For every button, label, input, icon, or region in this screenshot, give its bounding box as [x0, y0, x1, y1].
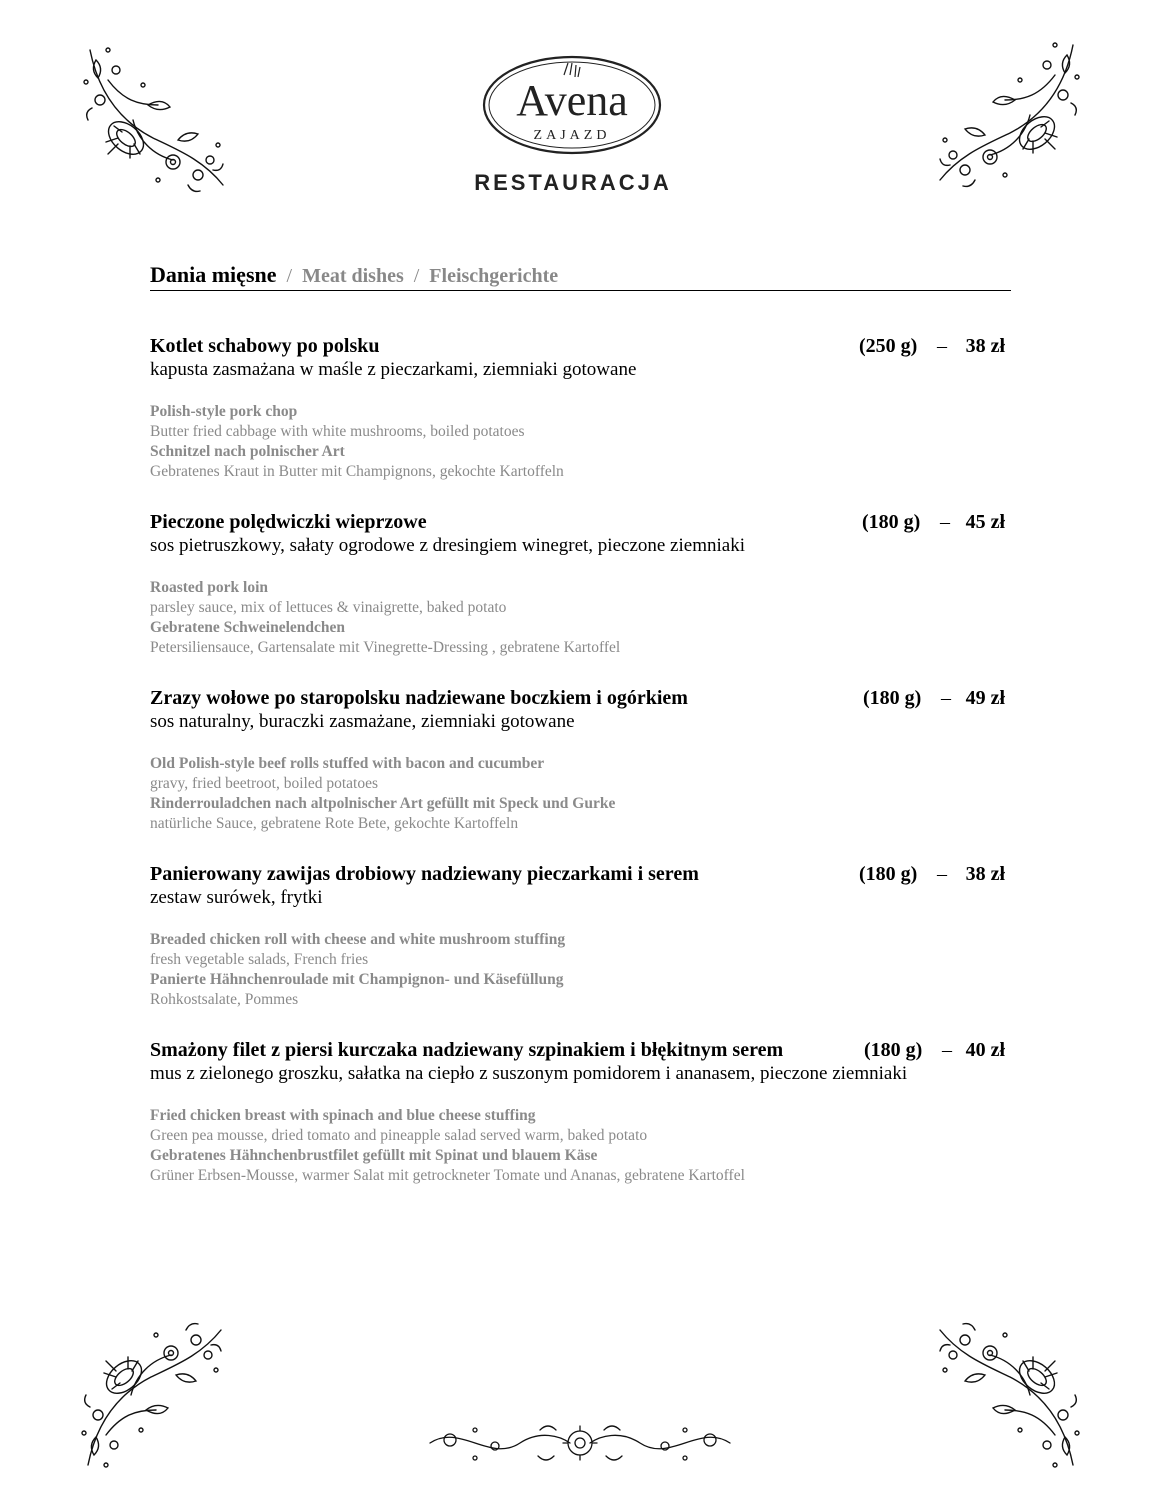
dish-header [150, 1039, 1010, 1065]
dish-dash: – [937, 335, 947, 357]
dish-name: Pieczone polędwiczki wieprzowe [150, 511, 427, 533]
section-separator: / [286, 265, 293, 287]
dish-translations [150, 578, 1010, 658]
section-separator: / [413, 265, 420, 287]
dish-dash: – [941, 687, 951, 709]
floral-ornament-bottom-right [935, 1310, 1085, 1480]
dish-price: 38 zł [965, 863, 1005, 885]
dish-price: 45 zł [965, 511, 1005, 533]
dish-translations [150, 1106, 1010, 1186]
dish-description: sos pietruszkowy, sałaty ogrodowe z dresingiem winegret, pieczone ziemniaki [150, 535, 745, 556]
dish-translations [150, 402, 1010, 482]
dish-header [150, 335, 1010, 361]
dish-name-en: Breaded chicken roll with cheese and white mushroom stuffing [150, 931, 566, 948]
dish-item [150, 1039, 1010, 1186]
dish-description: mus z zielonego groszku, sałatka na ciepło z suszonym pomidorem i ananasem, pieczone ziemniaki [150, 1063, 908, 1084]
dish-item [150, 863, 1010, 1010]
dish-header [150, 863, 1010, 889]
dish-translations [150, 754, 1010, 834]
dish-price: 49 zł [965, 687, 1005, 709]
dish-name-de: Panierte Hähnchenroulade mit Champignon- und Käsefüllung [150, 971, 564, 988]
section-title-en: Meat dishes [302, 265, 404, 287]
dish-description-de: Rohkostsalate, Pommes [150, 991, 299, 1008]
dish-weight: (250 g) [859, 335, 918, 357]
dish-dash: – [937, 863, 947, 885]
dish-name-en: Fried chicken breast with spinach and blue cheese stuffing [150, 1107, 536, 1124]
dish-name: Panierowany zawijas drobiowy nadziewany pieczarkami i serem [150, 863, 699, 885]
dish-description: sos naturalny, buraczki zasmażane, ziemniaki gotowane [150, 711, 575, 732]
section-title-pl: Dania mięsne [150, 262, 277, 287]
floral-ornament-bottom-left [76, 1310, 226, 1480]
dish-description-de: Gebratenes Kraut in Butter mit Champignons, gekochte Kartoffeln [150, 463, 564, 480]
dish-name-en: Old Polish-style beef rolls stuffed with bacon and cucumber [150, 755, 545, 772]
dish-header [150, 511, 1010, 537]
dish-price: 38 zł [965, 335, 1005, 357]
dish-name-de: Gebratenes Hähnchenbrustfilet gefüllt mit Spinat und blauem Käse [150, 1147, 598, 1164]
logo-text: Avena [516, 76, 628, 125]
restaurant-subtitle: RESTAURACJA [474, 170, 672, 195]
dish-name-de: Gebratene Schweinelendchen [150, 619, 346, 636]
dish-weight: (180 g) [859, 863, 918, 885]
dish-item [150, 335, 1010, 482]
dish-description-en: gravy, fried beetroot, boiled potatoes [150, 775, 378, 792]
dish-description-de: Grüner Erbsen-Mousse, warmer Salat mit getrockneter Tomate und Ananas, gebratene Kartoffel [150, 1167, 745, 1184]
dish-description: zestaw surówek, frytki [150, 887, 323, 908]
floral-ornament-bottom-center [420, 1418, 740, 1468]
dish-description-en: fresh vegetable salads, French fries [150, 951, 369, 968]
dish-dash: – [942, 1039, 952, 1061]
dish-price: 40 zł [965, 1039, 1005, 1061]
dish-weight: (180 g) [863, 687, 922, 709]
dish-description: kapusta zasmażana w maśle z pieczarkami, ziemniaki gotowane [150, 359, 637, 380]
dish-description-en: parsley sauce, mix of lettuces & vinaigrette, baked potato [150, 599, 507, 616]
dish-name-en: Roasted pork loin [150, 579, 268, 596]
dish-name-en: Polish-style pork chop [150, 403, 298, 420]
dish-weight: (180 g) [862, 511, 921, 533]
dish-name-de: Rinderrouladchen nach altpolnischer Art gefüllt mit Speck und Gurke [150, 795, 616, 812]
logo-subtext: ZAJAZD [533, 128, 611, 143]
section-title [150, 262, 1011, 291]
dish-description-en: Butter fried cabbage with white mushrooms, boiled potatoes [150, 423, 525, 440]
dish-name: Smażony filet z piersi kurczaka nadziewany szpinakiem i błękitnym serem [150, 1039, 784, 1061]
dish-name: Zrazy wołowe po staropolsku nadziewane boczkiem i ogórkiem [150, 687, 688, 709]
dish-dash: – [940, 511, 950, 533]
avena-logo [480, 55, 665, 165]
dish-weight: (180 g) [864, 1039, 923, 1061]
dish-item [150, 511, 1010, 658]
dish-name: Kotlet schabowy po polsku [150, 335, 380, 357]
dish-description-de: natürliche Sauce, gebratene Rote Bete, gekochte Kartoffeln [150, 815, 519, 832]
dish-description-de: Petersiliensauce, Gartensalate mit Vinegrette-Dressing , gebratene Kartoffel [150, 639, 621, 656]
dish-translations [150, 930, 1010, 1010]
dish-name-de: Schnitzel nach polnischer Art [150, 443, 345, 460]
dish-header [150, 687, 1010, 713]
section-title-de: Fleischgerichte [429, 265, 559, 287]
dish-description-en: Green pea mousse, dried tomato and pineapple salad served warm, baked potato [150, 1127, 648, 1144]
dish-item [150, 687, 1010, 834]
